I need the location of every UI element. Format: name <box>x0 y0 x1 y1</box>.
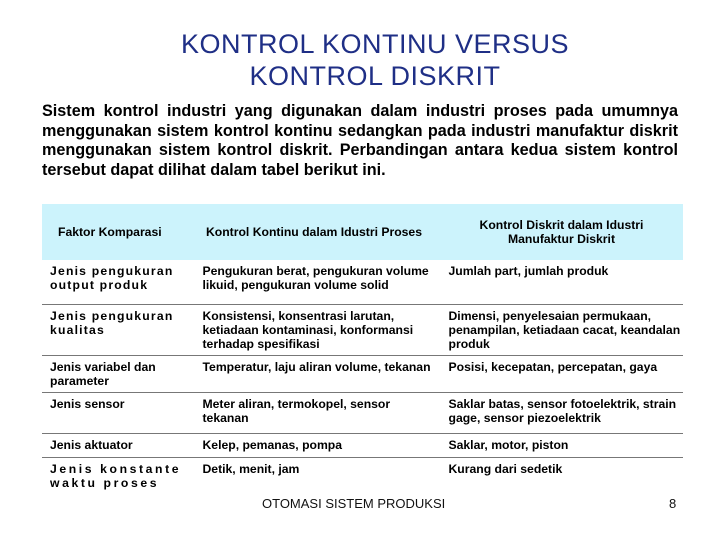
row-discrete: Saklar, motor, piston <box>440 434 683 458</box>
row-continuous: Kelep, pemanas, pompa <box>188 434 440 458</box>
row-continuous: Pengukuran berat, pengukuran volume likuid, pengukuran volume solid <box>188 260 440 305</box>
row-discrete: Saklar batas, sensor fotoelektrik, strain gage, sensor piezoelektrik <box>440 393 683 434</box>
row-factor: Jenis pengukuran output produk <box>42 260 188 305</box>
slide-title-line-2: KONTROL DISKRIT <box>249 61 501 91</box>
page-number: 8 <box>669 496 677 511</box>
slide-title-line-1: KONTROL KONTINU VERSUS <box>180 29 570 59</box>
comparison-table <box>42 204 683 494</box>
row-continuous: Detik, menit, jam <box>188 458 440 495</box>
row-discrete: Kurang dari sedetik <box>440 458 683 495</box>
row-continuous: Konsistensi, konsentrasi larutan, ketiadaan kontaminasi, konformansi terhadap spesifikasi <box>188 305 440 356</box>
table-row <box>42 434 683 458</box>
row-discrete: Posisi, kecepatan, percepatan, gaya <box>440 356 683 393</box>
header-kontrol-diskrit: Kontrol Diskrit dalam Idustri Manufaktur Diskrit <box>440 204 683 260</box>
row-factor: Jenis aktuator <box>42 434 188 458</box>
row-factor: Jenis sensor <box>42 393 188 434</box>
table-row <box>42 458 683 495</box>
table-row <box>42 356 683 393</box>
header-kontrol-kontinu: Kontrol Kontinu dalam Idustri Proses <box>188 204 440 260</box>
table-row <box>42 260 683 305</box>
slide-title <box>120 28 630 92</box>
row-continuous: Temperatur, laju aliran volume, tekanan <box>188 356 440 393</box>
header-faktor-komparasi: Faktor Komparasi <box>42 204 188 260</box>
table-header-row <box>42 204 683 260</box>
row-discrete: Dimensi, penyelesaian permukaan, penampilan, ketiadaan cacat, keandalan produk <box>440 305 683 356</box>
footer-text: OTOMASI SISTEM PRODUKSI <box>262 496 446 511</box>
row-continuous: Meter aliran, termokopel, sensor tekanan <box>188 393 440 434</box>
table-row <box>42 393 683 434</box>
intro-paragraph: Sistem kontrol industri yang digunakan dalam industri proses pada umumnya menggunakan sistem kontrol kontinu sedangkan pada industri manufaktur diskrit menggunakan sistem kontrol diskrit. Perbandingan antara kedua sistem kontrol tersebut dapat dilihat dalam tabel berikut ini. <box>42 102 678 179</box>
row-discrete: Jumlah part, jumlah produk <box>440 260 683 305</box>
row-factor: Jenis pengukuran kualitas <box>42 305 188 356</box>
row-factor: Jenis konstante waktu proses <box>50 462 182 490</box>
table-row <box>42 305 683 356</box>
row-factor: Jenis variabel dan parameter <box>42 356 188 393</box>
